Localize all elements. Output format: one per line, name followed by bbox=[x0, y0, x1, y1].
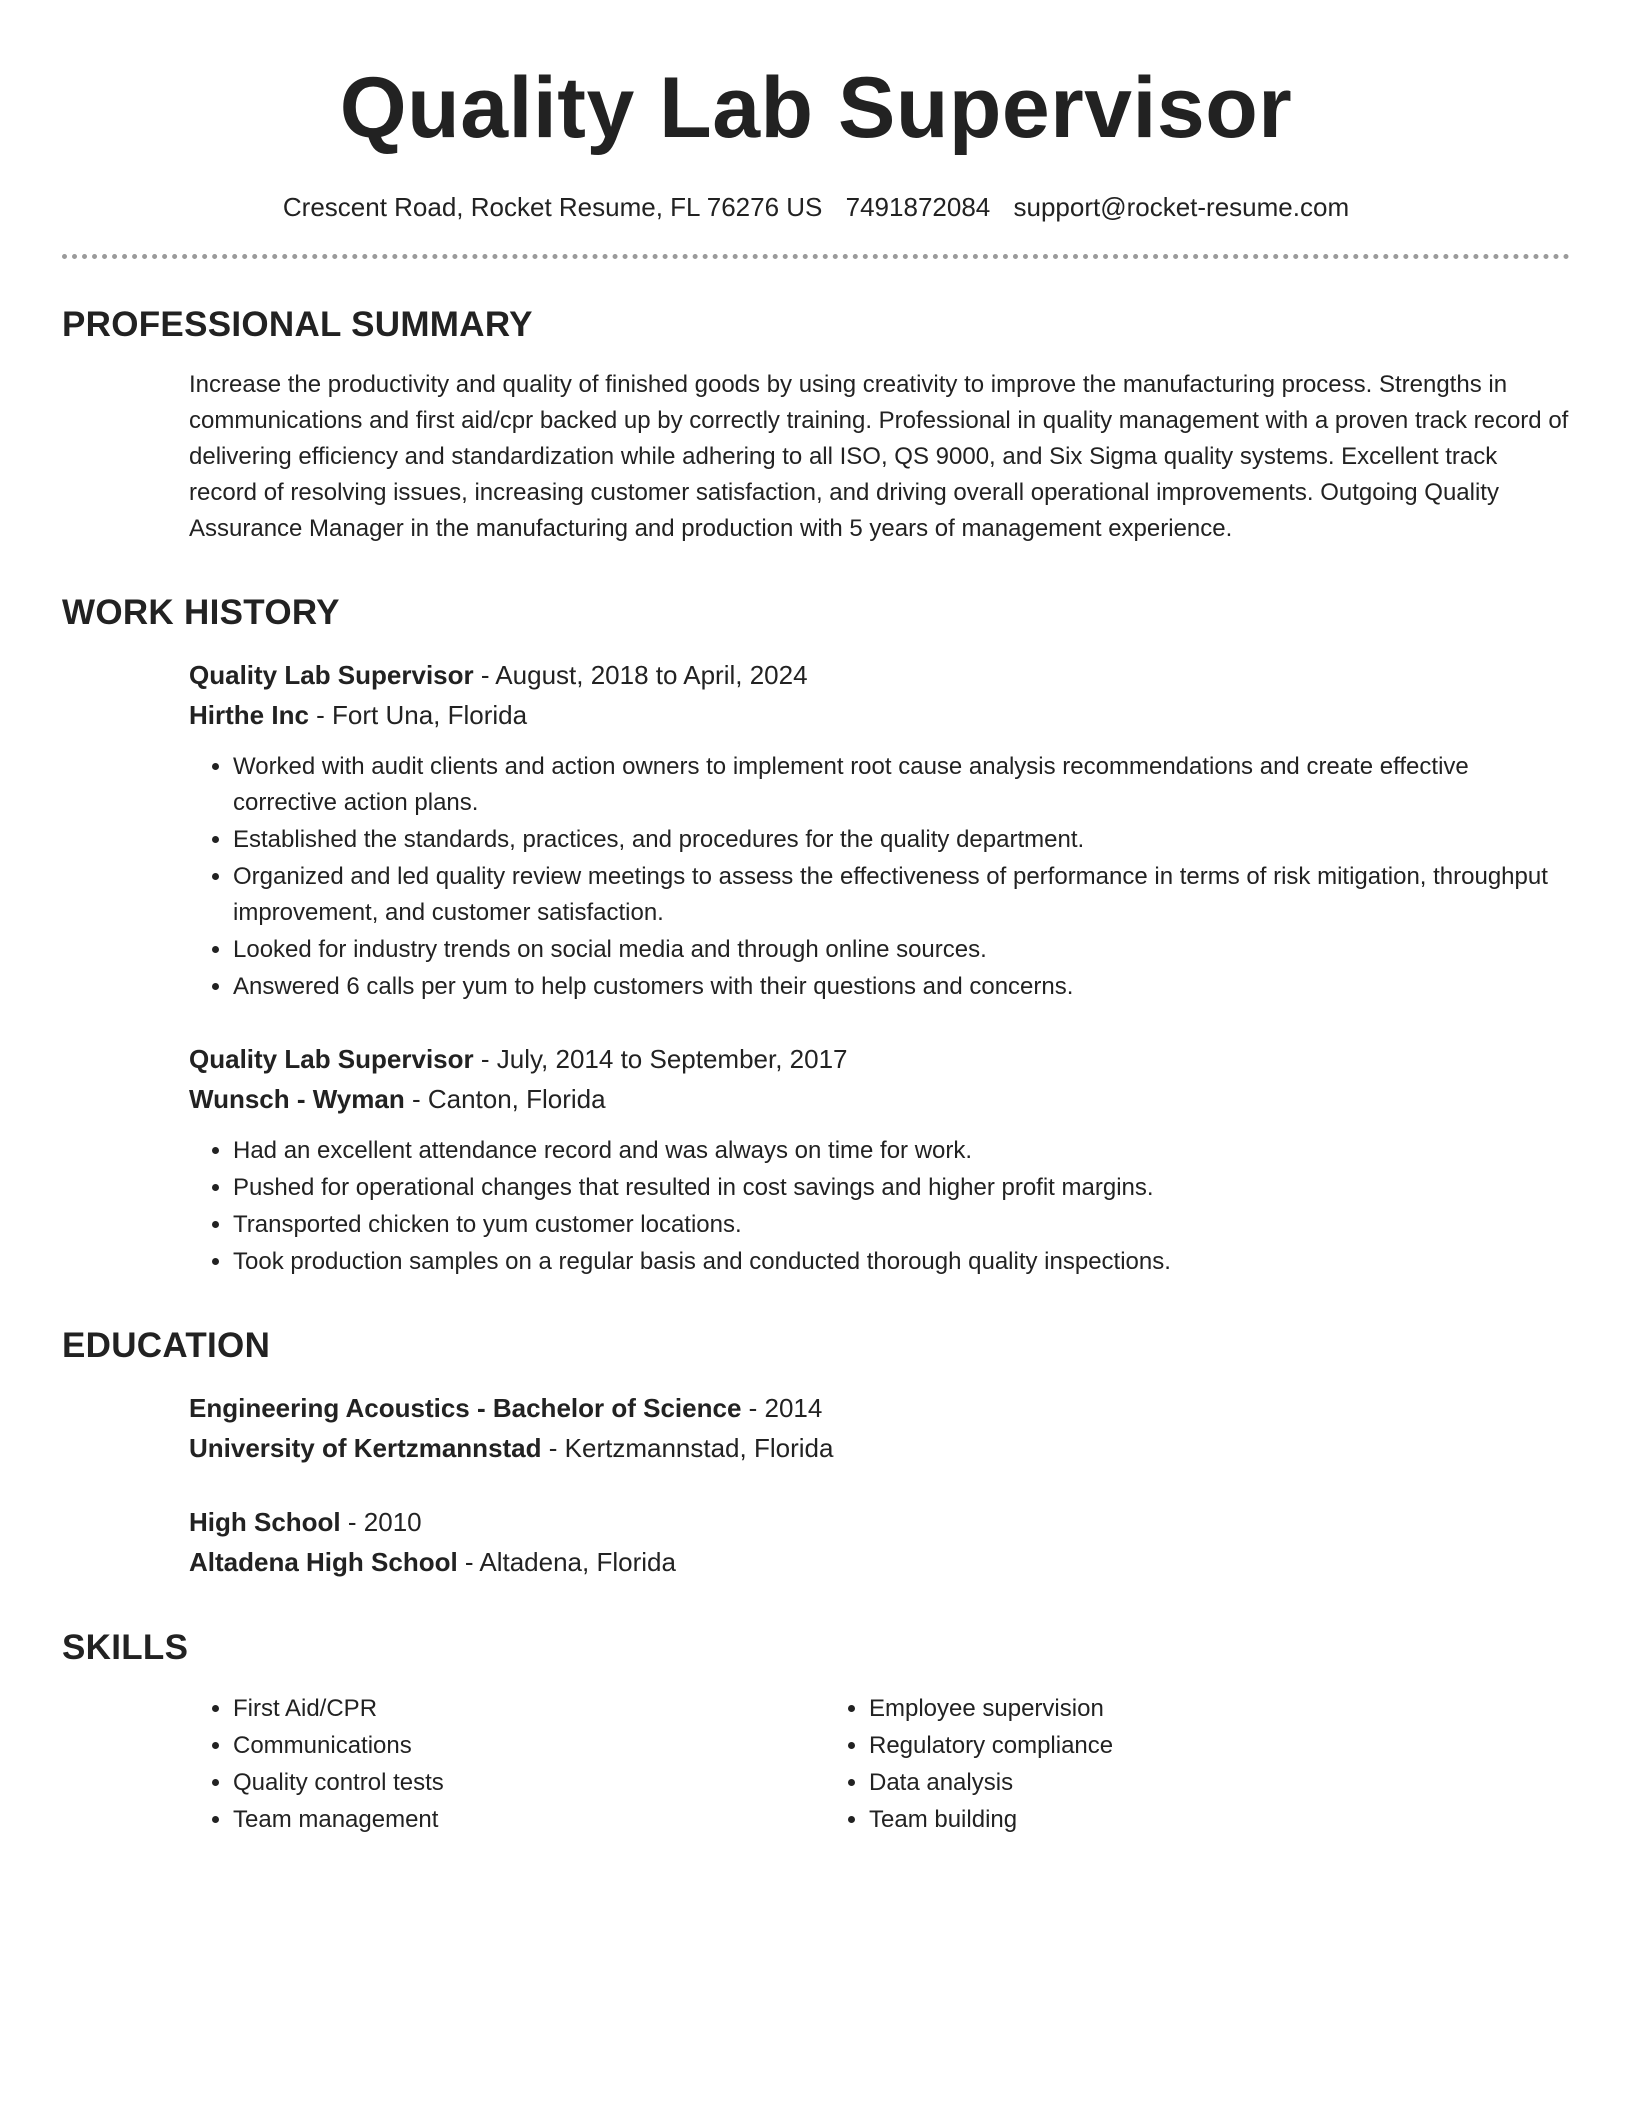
education-entry bbox=[189, 1502, 1570, 1582]
summary-section bbox=[62, 303, 1570, 547]
resume-header bbox=[62, 0, 1570, 259]
education-heading: EDUCATION bbox=[62, 1326, 271, 1365]
school-name: Altadena High School bbox=[189, 1547, 458, 1577]
job-dates: - July, 2014 to September, 2017 bbox=[473, 1044, 848, 1074]
school-name: University of Kertzmannstad bbox=[189, 1433, 542, 1463]
skill-item: • Team management bbox=[233, 1801, 825, 1838]
school-line bbox=[189, 1542, 1570, 1582]
job-company-line bbox=[189, 695, 1570, 735]
skill-item: • Quality control tests bbox=[233, 1764, 825, 1801]
work-history-heading: WORK HISTORY bbox=[62, 593, 340, 632]
degree-year: - 2014 bbox=[741, 1393, 823, 1423]
header-divider bbox=[62, 254, 1570, 259]
skill-item: • Employee supervision bbox=[869, 1690, 1461, 1727]
job-bullet: • Established the standards, practices, and procedures for the quality department. bbox=[233, 822, 1570, 858]
contact-line bbox=[62, 190, 1570, 224]
job-location: - Fort Una, Florida bbox=[308, 700, 528, 730]
job-company: Wunsch - Wyman bbox=[189, 1084, 405, 1114]
job-company-line bbox=[189, 1079, 1570, 1119]
job-bullet: • Organized and led quality review meetings to assess the effectiveness of performance in terms of risk mitigation, throughput improvement, and customer satisfaction. bbox=[233, 859, 1570, 931]
skills-list-right bbox=[825, 1690, 1461, 1838]
job-entry bbox=[189, 655, 1570, 1005]
contact-email: support@rocket-resume.com bbox=[1013, 192, 1350, 222]
degree-name: Engineering Acoustics - Bachelor of Science bbox=[189, 1393, 742, 1423]
job-bullets bbox=[189, 1133, 1570, 1280]
skill-item: • Data analysis bbox=[869, 1764, 1461, 1801]
degree-line bbox=[189, 1502, 1570, 1542]
school-location: - Kertzmannstad, Florida bbox=[541, 1433, 834, 1463]
degree-name: High School bbox=[189, 1507, 341, 1537]
job-dates: - August, 2018 to April, 2024 bbox=[473, 660, 808, 690]
job-bullet: • Looked for industry trends on social media and through online sources. bbox=[233, 932, 1570, 968]
job-bullet: • Pushed for operational changes that resulted in cost savings and higher profit margins. bbox=[233, 1170, 1570, 1206]
skills-list-left bbox=[189, 1690, 825, 1838]
summary-heading: PROFESSIONAL SUMMARY bbox=[62, 305, 533, 344]
job-bullet: • Had an excellent attendance record and was always on time for work. bbox=[233, 1133, 1570, 1169]
job-role: Quality Lab Supervisor bbox=[189, 1044, 474, 1074]
page-title: Quality Lab Supervisor bbox=[339, 60, 1293, 156]
skill-item: • Regulatory compliance bbox=[869, 1727, 1461, 1764]
job-bullets bbox=[189, 749, 1570, 1005]
skill-item: • Communications bbox=[233, 1727, 825, 1764]
job-bullet: • Answered 6 calls per yum to help customers with their questions and concerns. bbox=[233, 969, 1570, 1005]
job-title-line bbox=[189, 1039, 1570, 1079]
skills-heading: SKILLS bbox=[62, 1628, 189, 1667]
skills-columns bbox=[189, 1690, 1570, 1838]
contact-phone: 7491872084 bbox=[845, 192, 991, 222]
job-title-line bbox=[189, 655, 1570, 695]
skills-section bbox=[62, 1626, 1570, 1838]
degree-year: - 2010 bbox=[340, 1507, 422, 1537]
job-entry bbox=[189, 1039, 1570, 1280]
work-history-section bbox=[62, 591, 1570, 1280]
skill-item: • Team building bbox=[869, 1801, 1461, 1838]
education-entry bbox=[189, 1388, 1570, 1468]
job-bullet: • Transported chicken to yum customer locations. bbox=[233, 1207, 1570, 1243]
summary-text: Increase the productivity and quality of finished goods by using creativity to improve the manufacturing process. Strengths in communications and first aid/cpr backed up by correctly training. Professional in quality management with a proven track record of delivering efficiency and standardization while adhering to all ISO, QS 9000, and Six Sigma quality systems. Excellent track record of resolving issues, increasing customer satisfaction, and driving overall operational improvements. Outgoing Quality Assurance Manager in the manufacturing and production with 5 years of management experience. bbox=[189, 371, 1569, 542]
school-line bbox=[189, 1428, 1570, 1468]
job-location: - Canton, Florida bbox=[404, 1084, 606, 1114]
contact-address: Crescent Road, Rocket Resume, FL 76276 US bbox=[282, 192, 823, 222]
education-section bbox=[62, 1324, 1570, 1582]
job-company: Hirthe Inc bbox=[189, 700, 309, 730]
degree-line bbox=[189, 1388, 1570, 1428]
job-bullet: • Took production samples on a regular basis and conducted thorough quality inspections. bbox=[233, 1244, 1570, 1280]
job-role: Quality Lab Supervisor bbox=[189, 660, 474, 690]
skill-item: • First Aid/CPR bbox=[233, 1690, 825, 1727]
school-location: - Altadena, Florida bbox=[457, 1547, 676, 1577]
job-bullet: • Worked with audit clients and action owners to implement root cause analysis recommendations and create effective corrective action plans. bbox=[233, 749, 1570, 821]
